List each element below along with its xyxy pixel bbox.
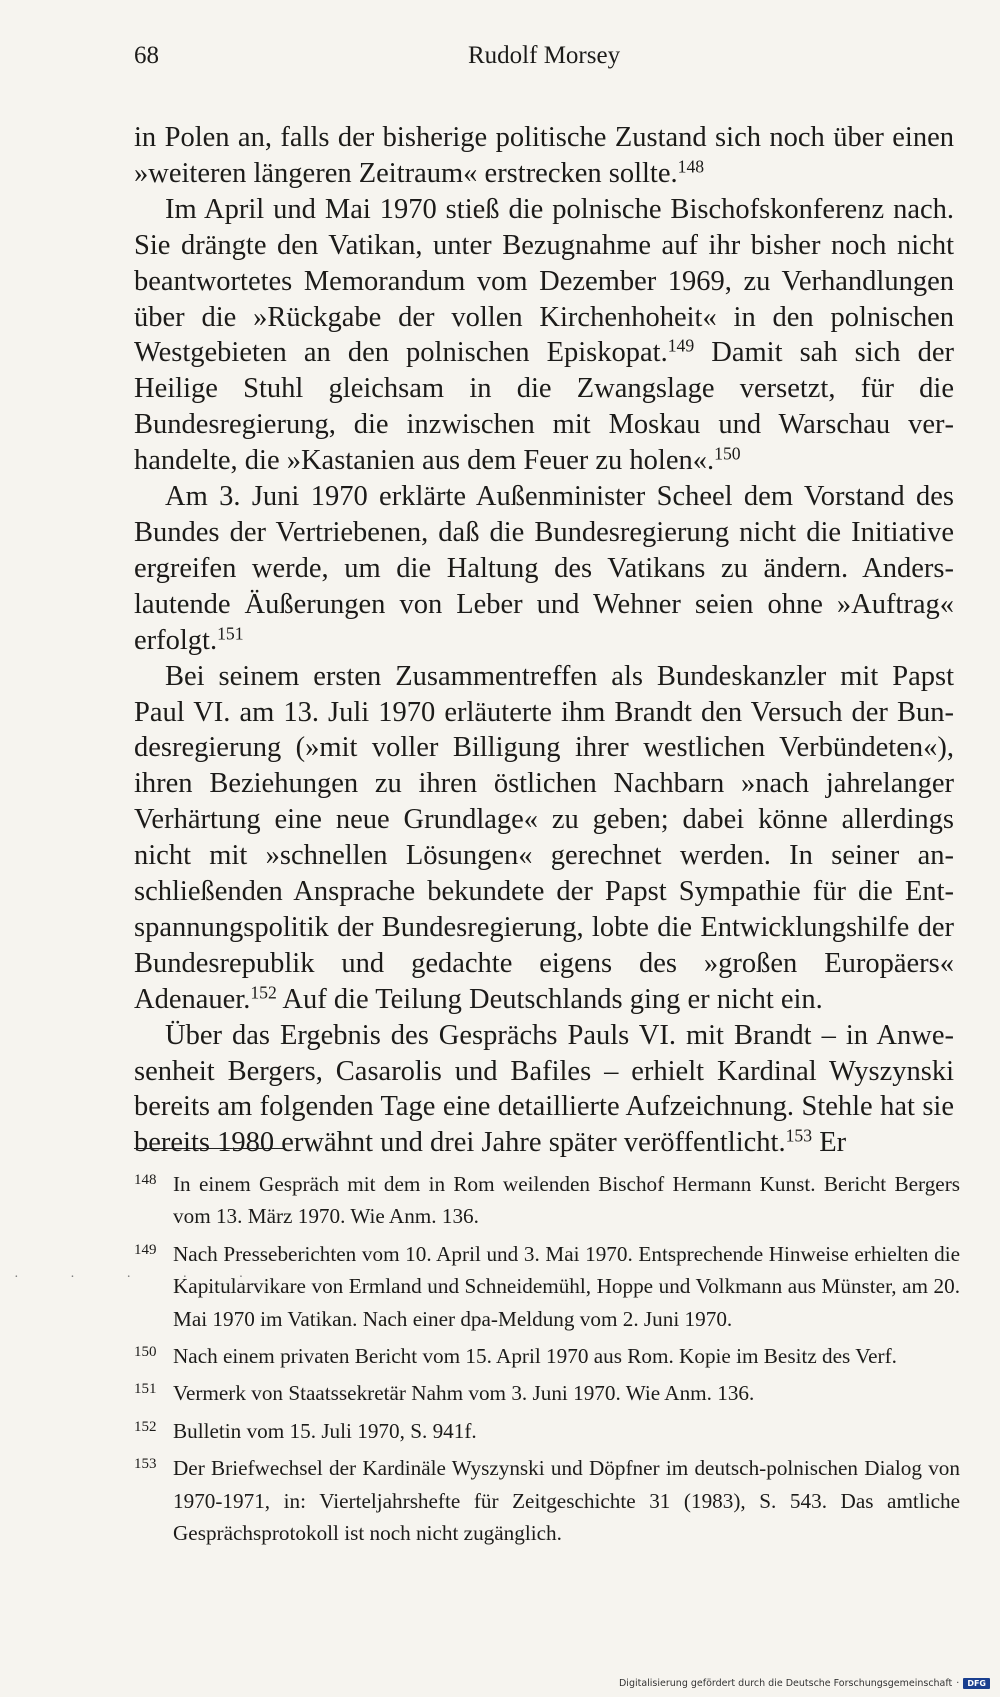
footnote-ref[interactable]: 149 — [667, 335, 695, 356]
footnote-text: Bulletin vom 15. Juli 1970, S. 941f. — [173, 1418, 477, 1443]
footnote-text: Nach Presseberichten vom 10. April und 3. Mai 1970. Entsprechende Hinweise erhielten die Kapitularvikare von Ermland und Schneidemühl, Hoppe und Volkmann aus Münster, am 20. Mai 1970 im Vatikan. Nach einer dpa-Meldung vom 2. Juni 1970. — [173, 1241, 960, 1331]
footnote-ref[interactable]: 152 — [250, 982, 277, 1003]
credit-separator: · — [956, 1678, 960, 1689]
footnote-number: 150 — [134, 1344, 157, 1361]
paragraph-text: Im April und Mai 1970 stieß die polnische Bischofskonferenz nach. Sie drängte den Vatikan, unter Bezugnahme auf ihr bisher noch nicht beantwortetes Memorandum vom Dezember 1969, zu Verhandlungen über die »Rückgabe der vollen Kirchenhoheit« in den polnischen Westgebieten an den polnischen Episkopat. — [134, 193, 954, 369]
paragraph-text: Er — [812, 1127, 847, 1159]
footnote — [134, 1377, 960, 1409]
paragraph-text: in Polen an, falls der bisherige politische Zustand sich noch über einen »weiteren längeren Zeitraum« erstrecken sollte. — [134, 122, 954, 189]
footnote — [134, 1452, 960, 1549]
footnote — [134, 1168, 960, 1233]
footnote-number: 148 — [134, 1172, 157, 1188]
footnotes — [134, 1168, 960, 1554]
paragraph-text: Damit sah sich der Heilige Stuhl gleichsam in die Zwangslage versetzt, für die Bundesregierung, die inzwischen mit Moskau und Warschau verhandelte, die »Kastanien aus dem Feuer zu holen«. — [134, 337, 954, 477]
paragraph-text: Am 3. Juni 1970 erklärte Außenminister Scheel dem Vorstand des Bundes der Vertriebenen, daß die Bundesregierung nicht die Initiative ergreifen werde, um die Haltung des Vatikans zu ändern. Anderslautende Äußerungen von Leber und Wehner seien ohne »Auftrag« erfolgt. — [134, 481, 954, 656]
footnote-text: Der Briefwechsel der Kardinäle Wyszynski und Döpfner im deutsch-polnischen Dialog von 1970-1971, in: Vierteljahrshefte für Zeitgeschichte 31 (1983), S. 543. Das amtliche Gesprächsprotokoll ist noch nicht zugänglich. — [173, 1456, 960, 1546]
footnote-number: 153 — [134, 1456, 157, 1473]
footnote-number: 149 — [134, 1241, 157, 1258]
footnote — [134, 1238, 960, 1335]
paragraph — [134, 1018, 954, 1162]
page-number: 68 — [134, 42, 159, 69]
footnote-number: 152 — [134, 1418, 157, 1435]
paragraph-text: Bei seinem ersten Zusammentreffen als Bundeskanzler mit Papst Paul VI. am 13. Juli 1970 erläuterte ihm Brandt den Versuch der Bundesregierung (»mit voller Billigung ihrer westlichen Verbündeten«), ihren Beziehungen zu ihren östlichen Nachbarn »nach jahrelanger Verhärtung eine neue Grundlage« zu geben; dabei könne allerdings nicht mit »schnellen Lösungen« gerechnet werden. In seiner anschließenden Ansprache bekundete der Papst Sympathie für die Entspannungspolitik der Bundesregierung, lobte die Entwicklungshilfe der Bundesrepublik und gedachte eigens des »großen Europäers« Adenauer. — [134, 660, 954, 1015]
footnote-ref[interactable]: 151 — [217, 622, 244, 643]
footnote-separator — [134, 1148, 285, 1149]
paragraph-text: Über das Ergebnis des Gesprächs Pauls VI. mit Brandt – in Anwesenheit Bergers, Casarolis und Bafiles – erhielt Kardinal Wyszynski bereits am folgenden Tage eine detaillierte Aufzeichnung. Stehle hat sie bereits 1980 erwähnt und drei Jahre später veröffentlicht. — [134, 1019, 954, 1159]
footnote — [134, 1415, 960, 1447]
footnote — [134, 1340, 960, 1372]
paragraph — [134, 479, 954, 659]
paragraph — [134, 120, 954, 192]
credit-text: Digitalisierung gefördert durch die Deutsche Forschungsgemeinschaft — [618, 1678, 953, 1689]
dfg-logo-icon: DFG — [963, 1678, 990, 1689]
footnote-ref[interactable]: 148 — [677, 156, 705, 177]
digitization-credit — [619, 1678, 990, 1689]
footnote-text: In einem Gespräch mit dem in Rom weilenden Bischof Hermann Kunst. Bericht Bergers vom 13. März 1970. Wie Anm. 136. — [173, 1172, 960, 1229]
footnote-number: 151 — [134, 1381, 157, 1398]
paragraph — [134, 659, 954, 1018]
footnote-text: Vermerk von Staatssekretär Nahm vom 3. Juni 1970. Wie Anm. 136. — [173, 1381, 755, 1406]
paragraph — [134, 192, 954, 479]
footnote-text: Nach einem privaten Bericht vom 15. April 1970 aus Rom. Kopie im Besitz des Verf. — [173, 1344, 897, 1369]
body-text — [134, 120, 954, 1161]
footnote-ref[interactable]: 153 — [785, 1125, 813, 1146]
running-head: Rudolf Morsey — [468, 42, 621, 69]
footnote-ref[interactable]: 150 — [714, 443, 741, 464]
scan-artifact-dots: · · · · · — [14, 1270, 268, 1285]
paragraph-text: Auf die Teilung Deutschlands ging er nicht ein. — [276, 983, 823, 1015]
